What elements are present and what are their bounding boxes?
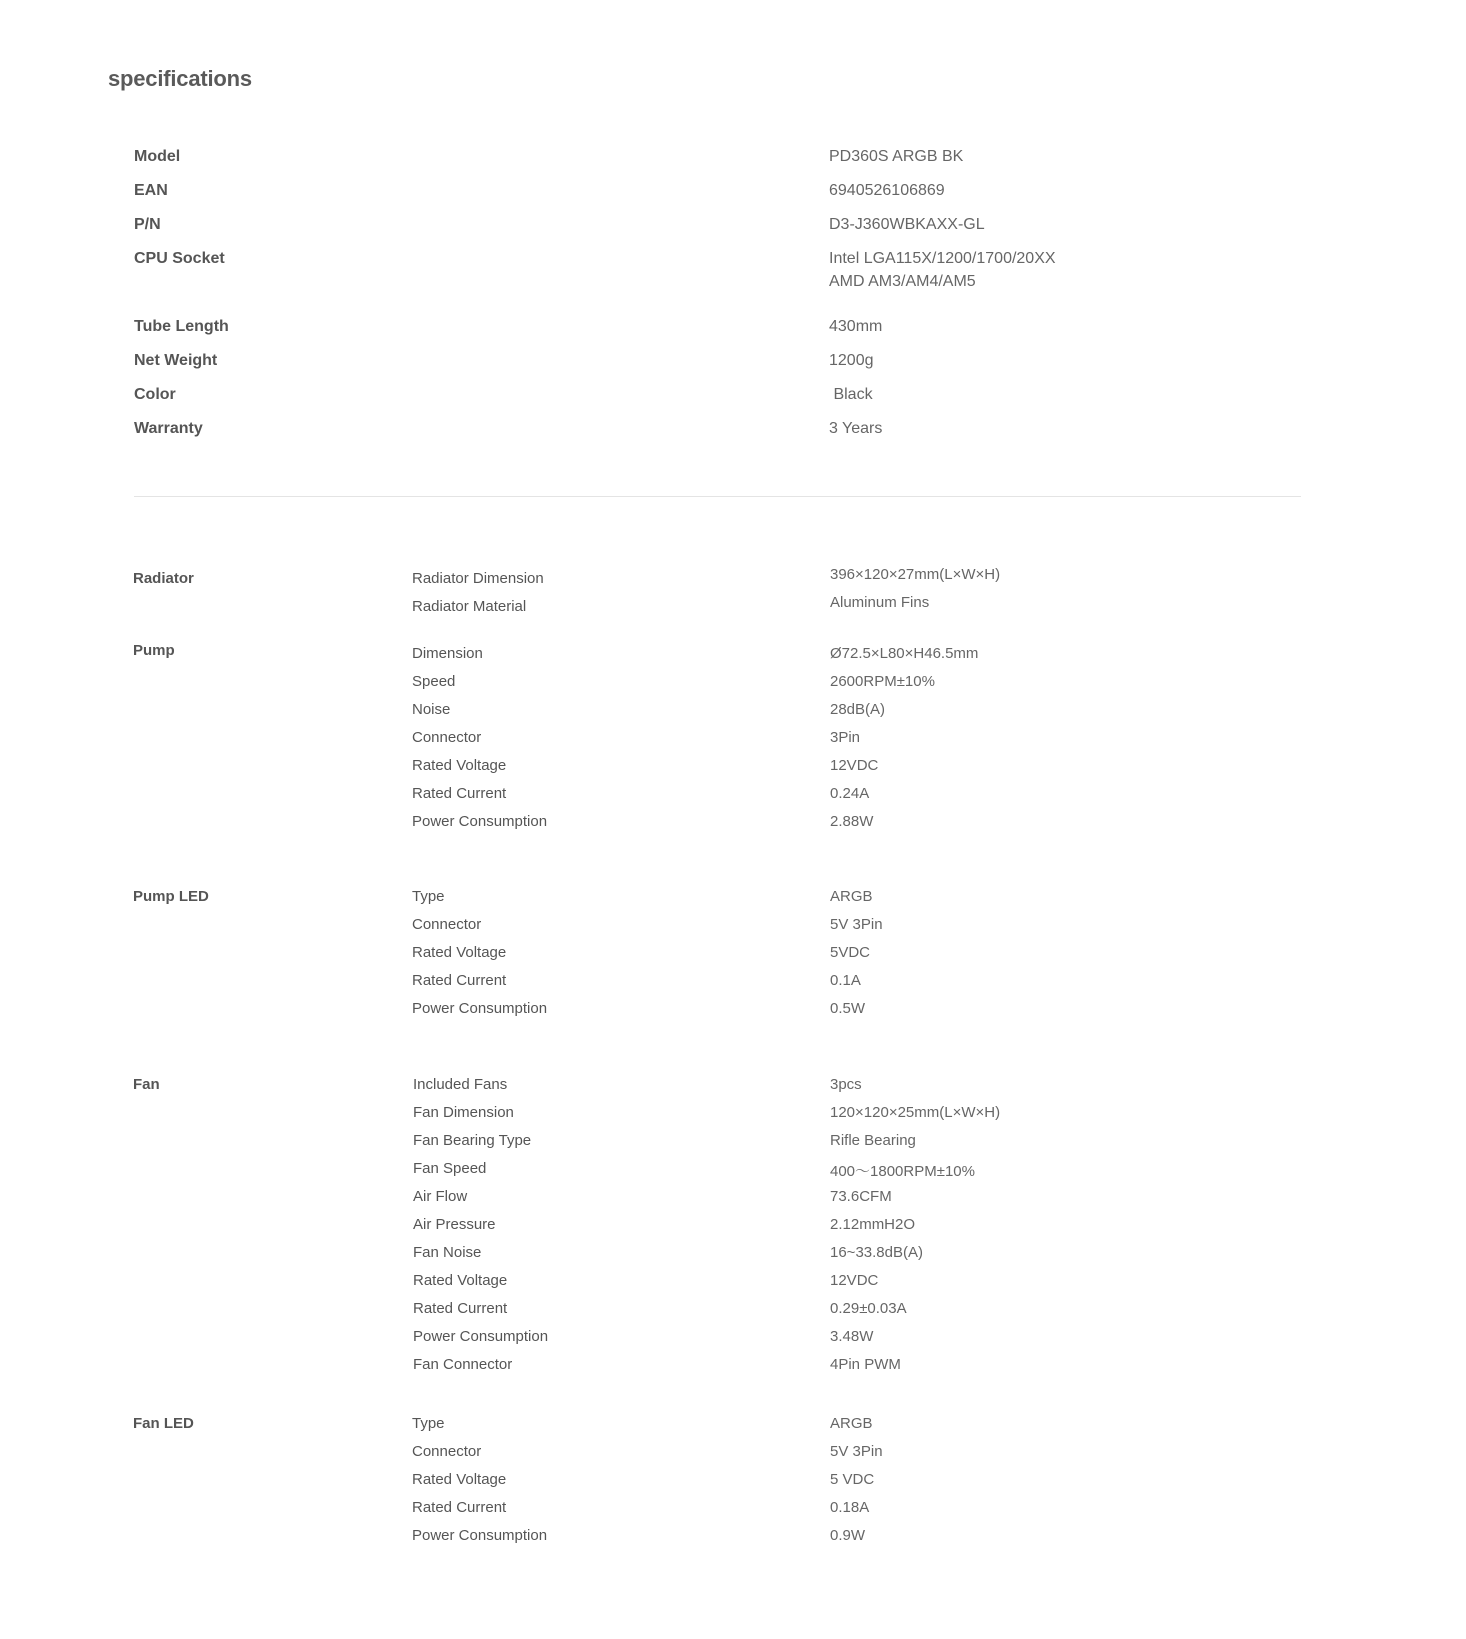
spec-label: Rated Voltage — [412, 944, 507, 961]
group-label-radiator: Radiator — [133, 570, 194, 587]
spec-value: 2.12mmH2O — [830, 1216, 916, 1233]
spec-value-cpu-socket-intel: Intel LGA115X/1200/1700/20XX — [829, 250, 1056, 267]
spec-label: Type — [412, 1415, 445, 1432]
spec-value: 73.6CFM — [830, 1188, 892, 1205]
group-label-fan: Fan — [133, 1076, 160, 1093]
spec-value: 396×120×27mm(L×W×H) — [830, 566, 1001, 583]
spec-label: Radiator Material — [412, 598, 527, 615]
spec-label: Fan Noise — [413, 1244, 482, 1261]
spec-value-model: PD360S ARGB BK — [829, 148, 964, 165]
spec-label: Connector — [412, 729, 482, 746]
section-divider — [134, 496, 1301, 497]
spec-value: 0.9W — [830, 1527, 866, 1544]
spec-value: 12VDC — [830, 1272, 879, 1289]
spec-label: Power Consumption — [412, 813, 548, 830]
spec-value: 400～1800RPM±10% — [830, 1163, 975, 1180]
spec-value: 0.5W — [830, 1000, 866, 1017]
spec-label-color: Color — [134, 386, 176, 403]
spec-value: 12VDC — [830, 757, 879, 774]
spec-value: 0.1A — [830, 972, 861, 989]
spec-label: Rated Voltage — [412, 1471, 507, 1488]
spec-label: Fan Connector — [413, 1356, 513, 1373]
spec-value-pn: D3-J360WBKAXX-GL — [829, 216, 985, 233]
spec-value: Aluminum Fins — [830, 594, 930, 611]
spec-label: Rated Current — [412, 785, 507, 802]
spec-value: Rifle Bearing — [830, 1132, 916, 1149]
spec-value: 0.18A — [830, 1499, 870, 1516]
spec-value: 5V 3Pin — [830, 1443, 883, 1460]
spec-label: Rated Current — [413, 1300, 508, 1317]
spec-value-cpu-socket-amd: AMD AM3/AM4/AM5 — [829, 273, 976, 290]
spec-value: 3Pin — [830, 729, 861, 746]
spec-label: Dimension — [412, 645, 483, 662]
spec-label: Connector — [412, 1443, 482, 1460]
spec-label: Included Fans — [413, 1076, 508, 1093]
spec-value-ean: 6940526106869 — [829, 182, 945, 199]
spec-label: Rated Voltage — [413, 1272, 508, 1289]
spec-value-tube-length: 430mm — [829, 318, 883, 335]
spec-value: 2600RPM±10% — [830, 673, 935, 690]
spec-value: 3pcs — [830, 1076, 862, 1093]
spec-label: Fan Dimension — [413, 1104, 514, 1121]
spec-value: 4Pin PWM — [830, 1356, 901, 1373]
spec-value: 0.29±0.03A — [830, 1300, 907, 1317]
spec-value: 0.24A — [830, 785, 870, 802]
spec-label-pn: P/N — [134, 216, 161, 233]
spec-value: 16~33.8dB(A) — [830, 1244, 923, 1261]
spec-label: Radiator Dimension — [412, 570, 544, 587]
spec-label: Speed — [412, 673, 456, 690]
spec-value-net-weight: 1200g — [829, 352, 874, 369]
spec-label: Air Pressure — [413, 1216, 496, 1233]
spec-label: Power Consumption — [412, 1000, 548, 1017]
spec-value: ARGB — [830, 1415, 873, 1432]
spec-label-cpu-socket: CPU Socket — [134, 250, 225, 267]
spec-value: 5V 3Pin — [830, 916, 883, 933]
spec-label: Type — [412, 888, 445, 905]
spec-value-warranty: 3 Years — [829, 420, 883, 437]
spec-label-model: Model — [134, 148, 181, 165]
spec-value: 28dB(A) — [830, 701, 886, 718]
spec-label: Rated Current — [412, 1499, 507, 1516]
spec-label-ean: EAN — [134, 182, 168, 199]
spec-label-tube-length: Tube Length — [134, 318, 229, 335]
spec-value: 120×120×25mm(L×W×H) — [830, 1104, 1001, 1121]
group-label-fan-led: Fan LED — [133, 1415, 194, 1432]
spec-value: ARGB — [830, 888, 873, 905]
page-title: specifications — [108, 66, 252, 91]
group-label-pump: Pump — [133, 642, 175, 659]
spec-value-color: Black — [829, 386, 873, 403]
spec-value: 5VDC — [830, 944, 871, 961]
spec-label: Rated Current — [412, 972, 507, 989]
spec-value: 2.88W — [830, 813, 874, 830]
spec-label: Fan Speed — [413, 1160, 487, 1177]
spec-label: Power Consumption — [412, 1527, 548, 1544]
spec-label: Power Consumption — [413, 1328, 549, 1345]
spec-label: Noise — [412, 701, 451, 718]
spec-label: Air Flow — [413, 1188, 468, 1205]
spec-label-warranty: Warranty — [134, 420, 203, 437]
group-label-pump-led: Pump LED — [133, 888, 209, 905]
spec-label: Connector — [412, 916, 482, 933]
spec-label: Rated Voltage — [412, 757, 507, 774]
spec-value: 3.48W — [830, 1328, 874, 1345]
spec-value: 5 VDC — [830, 1471, 875, 1488]
spec-label-net-weight: Net Weight — [134, 352, 218, 369]
spec-value: Ø72.5×L80×H46.5mm — [830, 645, 979, 662]
spec-label: Fan Bearing Type — [413, 1132, 532, 1149]
